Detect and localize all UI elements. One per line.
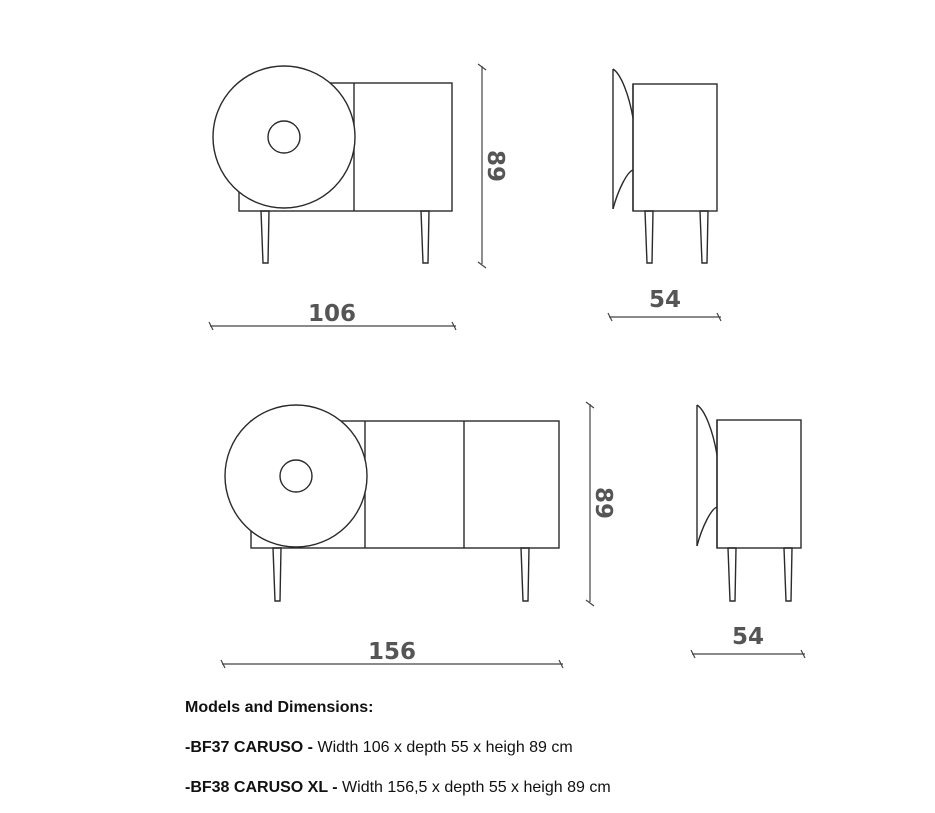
leg-left	[261, 211, 269, 263]
height-dimension-top	[478, 64, 508, 268]
model-dimensions-bf38: Width 156,5 x depth 55 x heigh 89 cm	[337, 779, 611, 796]
model-code-bf37: -BF37 CARUSO -	[185, 739, 314, 756]
side-body-xl	[717, 420, 801, 548]
depth-dimension-bottom	[691, 624, 805, 658]
leg-left-xl	[273, 548, 281, 601]
side-leg-left	[645, 211, 653, 263]
speaker-disc	[213, 66, 355, 208]
model-code-bf38: -BF38 CARUSO XL -	[185, 779, 338, 796]
side-leg-right-xl	[784, 548, 792, 601]
width-dimension-bottom	[221, 639, 563, 668]
specs-block	[185, 698, 905, 798]
width-label: 106	[307, 301, 357, 327]
width-label-xl: 156	[367, 639, 417, 665]
depth-label-xl: 54	[731, 624, 765, 650]
front-view-caruso	[213, 66, 452, 263]
depth-dimension-top	[608, 287, 721, 321]
side-leg-left-xl	[728, 548, 736, 601]
side-view-caruso	[613, 69, 717, 263]
spec-line-bf38	[185, 778, 905, 798]
spec-line-bf37	[185, 738, 905, 758]
model-dimensions-bf37: Width 106 x depth 55 x heigh 89 cm	[313, 739, 573, 756]
side-body	[633, 84, 717, 211]
side-view-caruso-xl	[697, 405, 801, 601]
depth-label: 54	[648, 287, 682, 313]
speaker-disc-xl	[225, 405, 367, 547]
leg-right-xl	[521, 548, 529, 601]
height-label: 89	[482, 149, 508, 183]
width-dimension-top	[209, 301, 456, 330]
height-dimension-bottom	[586, 402, 616, 606]
side-leg-right	[700, 211, 708, 263]
front-view-caruso-xl	[225, 405, 559, 601]
leg-right	[421, 211, 429, 263]
specs-heading: Models and Dimensions:	[185, 699, 374, 716]
height-label-xl: 89	[590, 486, 616, 520]
